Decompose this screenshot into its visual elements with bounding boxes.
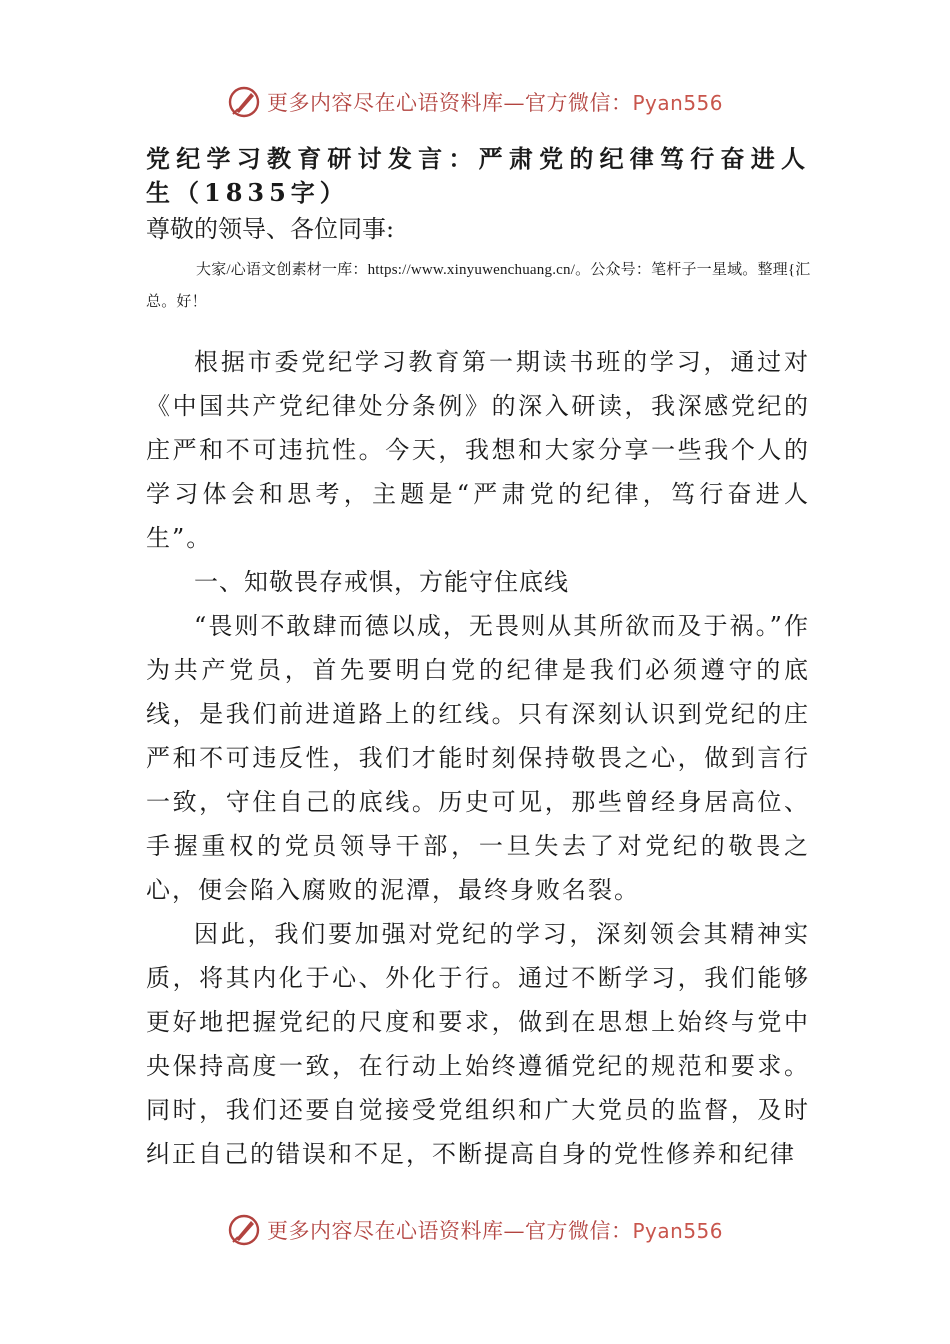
source-note: 大家/心语文创素材一库：https://www.xinyuwenchuang.cn/。公众号：笔杆子一星域。整理{汇总。好！ bbox=[146, 262, 811, 310]
quill-logo-icon bbox=[227, 85, 261, 119]
quill-logo-icon bbox=[227, 1213, 261, 1247]
document-title: 党纪学习教育研讨发言：严肃党的纪律笃行奋进人生（1835字） bbox=[146, 144, 810, 207]
footer-banner-text: 更多内容尽在心语资料库—官方微信：Pyan556 bbox=[266, 1219, 723, 1243]
paragraph-quote: “畏则不敢肆而德以成，无畏则从其所欲而及于祸。”作为共产党员，首先要明白党的纪律是我们必须遵守的底线，是我们前进道路上的红线。只有深刻认识到党纪的庄严和不可违反性，我们才能时刻保持敬畏之心，做到言行一致，守住自己的底线。历史可见，那些曾经身居高位、手握重权的党员领导干部，一旦失去了对党纪的敬畏之心，便会陷入腐败的泥潭，最终身败名裂。 bbox=[146, 612, 810, 904]
paragraph-intro: 根据市委党纪学习教育第一期读书班的学习，通过对《中国共产党纪律处分条例》的深入研读，我深感党纪的庄严和不可违抗性。今天，我想和大家分享一些我个人的学习体会和思考，主题是“严肃党的纪律，笃行奋进人生”。 bbox=[146, 348, 810, 552]
paragraph-therefore: 因此，我们要加强对党纪的学习，深刻领会其精神实质，将其内化于心、外化于行。通过不断学习，我们能够更好地把握党纪的尺度和要求，做到在思想上始终与党中央保持高度一致，在行动上始终遵循党纪的规范和要求。同时，我们还要自觉接受党组织和广大党员的监督，及时纠正自己的错误和不足，不断提高自身的党性修养和纪律 bbox=[146, 920, 810, 1168]
header-banner-text: 更多内容尽在心语资料库—官方微信：Pyan556 bbox=[266, 91, 723, 115]
header-banner bbox=[0, 82, 950, 122]
salutation: 尊敬的领导、各位同事: bbox=[146, 215, 395, 243]
document-body bbox=[146, 142, 810, 1176]
footer-banner bbox=[0, 1210, 950, 1250]
article-text bbox=[146, 340, 810, 1176]
section-heading-1: 一、知敬畏存戒惧，方能守住底线 bbox=[194, 568, 569, 596]
